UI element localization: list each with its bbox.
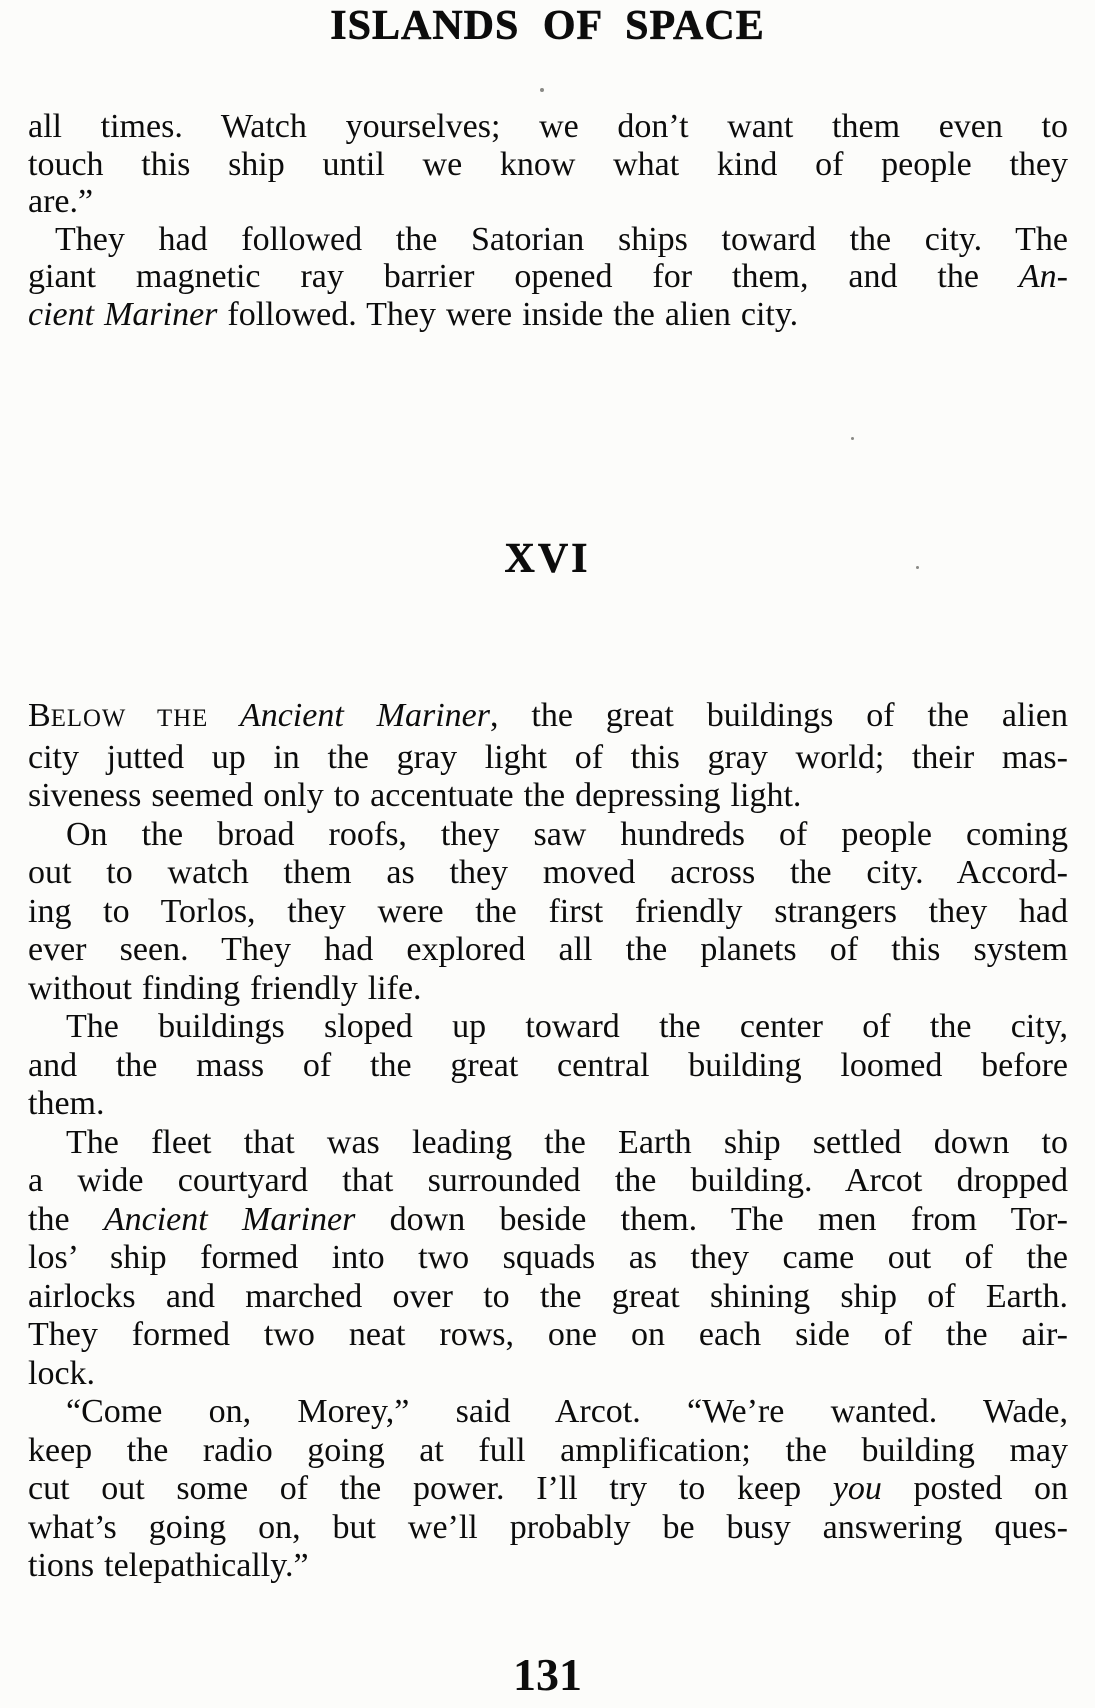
text-segment: “Come on, Morey,” said Arcot. “We’re wanted. Wade,	[66, 1393, 1068, 1430]
text-line	[28, 1432, 1068, 1471]
text-line	[28, 1470, 1068, 1509]
text-line	[28, 1008, 1068, 1047]
scan-speck	[916, 566, 919, 569]
text-segment: what’s going on, but we’ll probably be busy answering ques-	[28, 1508, 1068, 1546]
text-segment: The fleet that was leading the Earth ship settled down to	[66, 1123, 1068, 1161]
text-line	[28, 1278, 1068, 1317]
paragraph	[28, 1008, 1068, 1124]
text-line	[28, 931, 1068, 970]
text-line	[28, 1239, 1068, 1278]
scan-speck	[851, 437, 854, 440]
text-line	[28, 1509, 1068, 1548]
text-segment: keep the radio going at full amplification; the building may	[28, 1431, 1068, 1469]
paragraph	[28, 221, 1068, 334]
paragraph	[28, 108, 1068, 221]
text-line	[28, 1355, 1068, 1394]
text-segment: tions telepathically.”	[28, 1547, 309, 1584]
text-line	[28, 816, 1068, 855]
text-segment: airlocks and marched over to the great shining ship of Earth.	[28, 1277, 1068, 1315]
text-segment: out to watch them as they moved across the city. Accord-	[28, 854, 1068, 891]
text-line	[28, 258, 1068, 296]
text-segment: los’ ship formed into two squads as they came out of the	[28, 1239, 1068, 1276]
text-line	[28, 1201, 1068, 1240]
text-segment: siveness seemed only to accentuate the depressing light.	[28, 777, 802, 814]
text-line	[28, 221, 1068, 259]
text-line	[28, 777, 1068, 816]
text-segment-smallcaps: ELOW THE	[50, 705, 240, 732]
text-segment: , the great buildings of the alien	[490, 697, 1068, 734]
text-line	[28, 146, 1068, 184]
text-segment: They formed two neat rows, one on each side of the air-	[28, 1316, 1068, 1353]
text-line	[28, 854, 1068, 893]
text-segment: B	[28, 697, 51, 734]
text-line	[28, 1393, 1068, 1432]
text-line	[28, 296, 1068, 334]
text-segment: lock.	[28, 1354, 96, 1392]
text-line	[28, 739, 1068, 778]
text-segment-italic: Ancient Mariner	[103, 1200, 356, 1238]
page-number: 131	[513, 1649, 582, 1700]
paragraph	[28, 1393, 1068, 1586]
text-segment-italic: An-	[1018, 258, 1068, 296]
text-segment: all times. Watch yourselves; we don’t want them even to	[28, 108, 1068, 145]
text-segment: the	[28, 1200, 104, 1238]
text-line	[28, 1316, 1068, 1355]
paragraph	[28, 1124, 1068, 1394]
text-segment-italic: cient Mariner	[28, 295, 218, 333]
paragraph	[28, 697, 1068, 816]
text-line	[28, 1085, 1068, 1124]
text-segment: cut out some of the power. I’ll try to keep	[28, 1470, 833, 1507]
text-line	[28, 108, 1068, 146]
text-line	[28, 697, 1068, 739]
text-segment: ing to Torlos, they were the first friendly strangers they had	[28, 892, 1068, 930]
running-header-title: ISLANDS OF SPACE	[330, 3, 765, 49]
text-segment: touch this ship until we know what kind of people they	[28, 145, 1068, 183]
text-segment: without finding friendly life.	[28, 969, 422, 1007]
text-segment-italic: Ancient Mariner	[239, 697, 491, 734]
text-segment: and the mass of the great central building loomed before	[28, 1046, 1068, 1084]
scan-speck	[540, 88, 544, 92]
text-line	[28, 1547, 1068, 1586]
paragraph	[28, 816, 1068, 1009]
text-line	[28, 1047, 1068, 1086]
text-segment: them.	[28, 1085, 105, 1122]
text-segment: are.”	[28, 183, 94, 221]
text-line	[28, 893, 1068, 932]
text-segment: On the broad roofs, they saw hundreds of people coming	[66, 815, 1068, 853]
text-segment: They had followed the Satorian ships toward the city. The	[55, 220, 1068, 258]
text-line	[28, 1162, 1068, 1201]
text-segment: followed. They were inside the alien city.	[217, 295, 799, 333]
text-segment: city jutted up in the gray light of this gray world; their mas-	[28, 738, 1068, 776]
text-line	[28, 970, 1068, 1009]
text-segment: down beside them. The men from Tor-	[355, 1200, 1069, 1238]
text-segment: The buildings sloped up toward the center of the city,	[66, 1008, 1068, 1045]
text-line	[28, 1124, 1068, 1163]
text-segment: posted on	[881, 1470, 1068, 1507]
text-segment: a wide courtyard that surrounded the building. Arcot dropped	[28, 1162, 1068, 1199]
text-segment: giant magnetic ray barrier opened for them, and the	[28, 258, 1019, 296]
text-section-continuation	[28, 108, 1068, 334]
chapter-heading: XVI	[504, 536, 591, 582]
text-section-chapter-body	[28, 697, 1068, 1586]
text-segment-italic: you	[832, 1470, 882, 1507]
text-segment: ever seen. They had explored all the planets of this system	[28, 931, 1068, 968]
text-line	[28, 183, 1068, 221]
